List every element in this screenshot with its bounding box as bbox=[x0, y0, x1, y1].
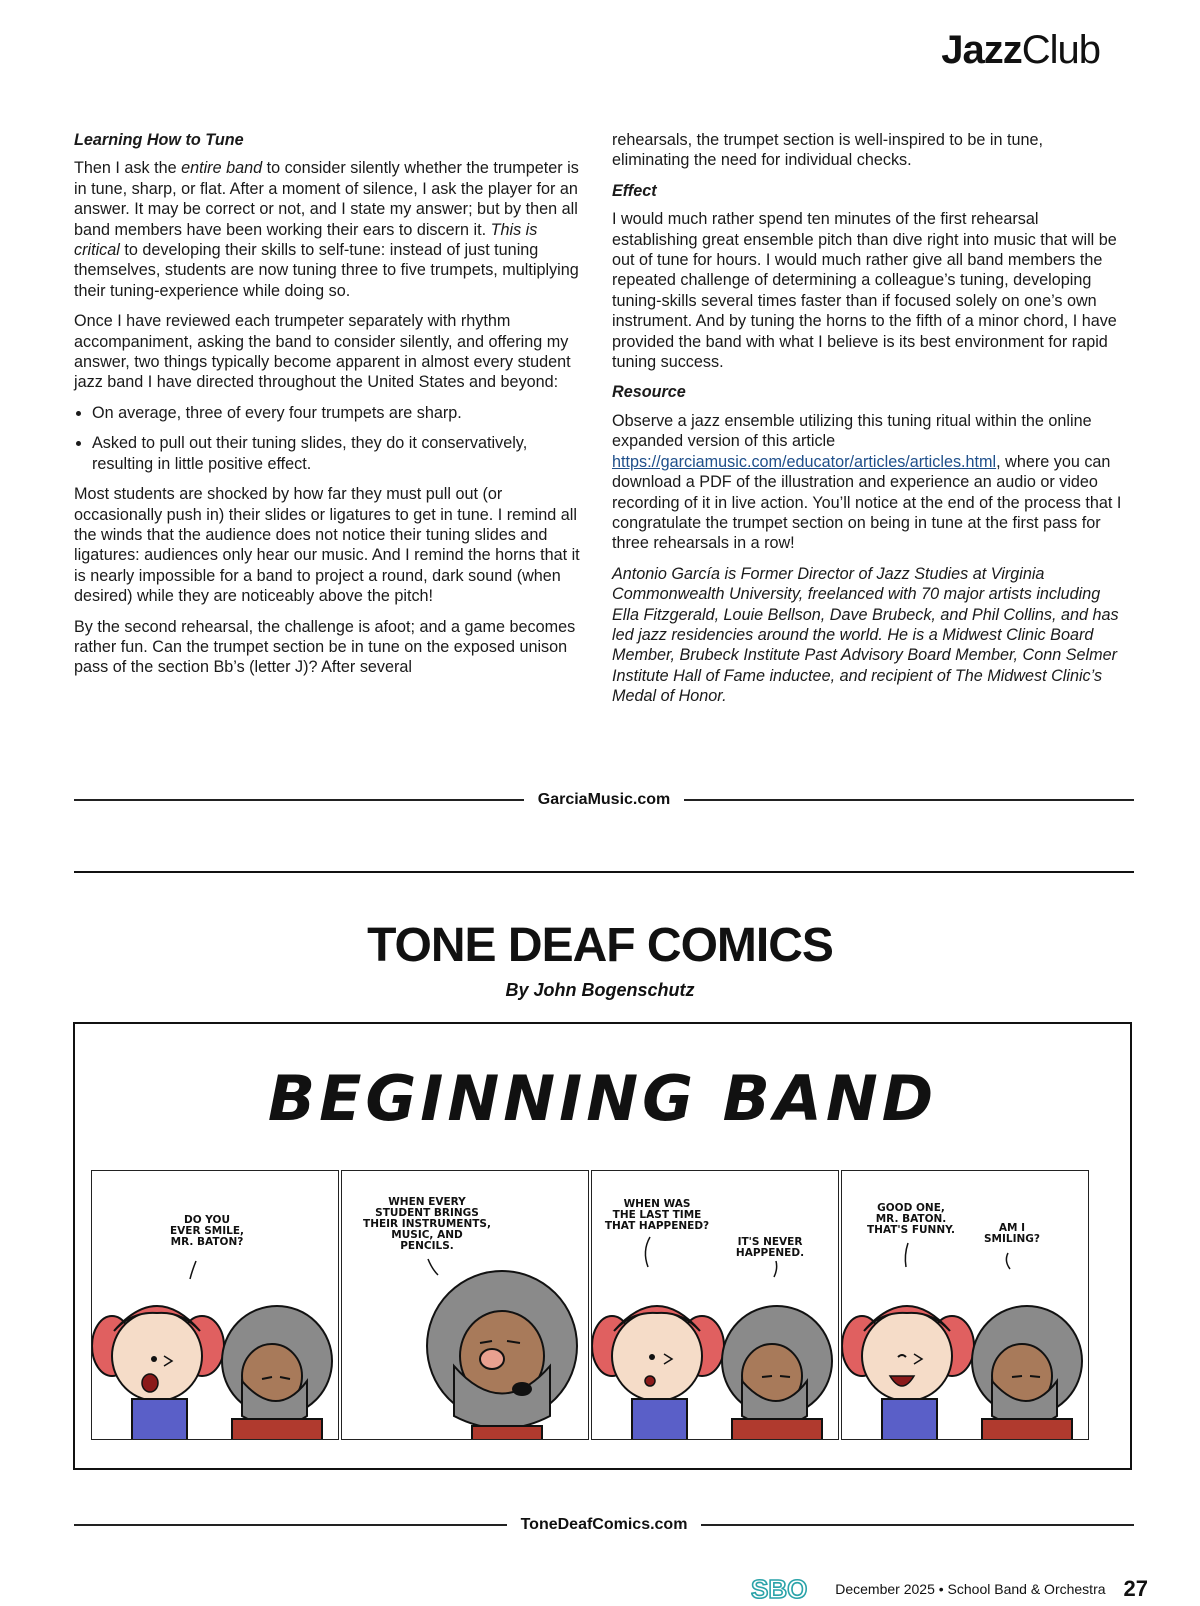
paragraph-resource: Observe a jazz ensemble utilizing this tuning ritual within the online expanded version of this article https://garciamusic.com/educator/articles/articles.html, where you can download a PDF of the illustration and experience an audio or video recording of it in live action. You’ll notice at the end of the process that I congratulate the trumpet section on being in tune at the first pass for three rehearsals in a row! bbox=[612, 411, 1122, 553]
comic-panel-1 bbox=[91, 1170, 339, 1440]
speech-bubble-teacher: AM I SMILING? bbox=[983, 1222, 1040, 1245]
paragraph-effect: I would much rather spend ten minutes of the first rehearsal establishing great ensemble pitch than dive right into music that will be out of tune for hours. I would much rather give all band members the repeated challenge of determining a colleague’s tuning, developing tuning-skills several times faster than if focused solely on one’s own instrument. And by tuning the horns to the fifth of a minor chord, I have provided the band with what I believe is its best environment for rapid tuning success. bbox=[612, 210, 1117, 372]
svg-text:SBO: SBO bbox=[751, 1576, 808, 1602]
issue-info: December 2025 • School Band & Orchestra bbox=[835, 1581, 1106, 1597]
speech-bubble-teacher: WHEN EVERY STUDENT BRINGS THEIR INSTRUMENTS, MUSIC, AND PENCILS. bbox=[363, 1196, 491, 1252]
strip-title: BEGINNING BAND bbox=[267, 1062, 938, 1135]
divider bbox=[684, 799, 1134, 801]
section-divider bbox=[74, 871, 1134, 873]
page-number: 27 bbox=[1123, 1576, 1148, 1601]
section-title-bold: Jazz bbox=[941, 28, 1022, 72]
divider bbox=[74, 1524, 507, 1526]
divider bbox=[701, 1524, 1134, 1526]
section-title-light: Club bbox=[1021, 28, 1100, 72]
divider bbox=[74, 799, 524, 801]
comics-site-link[interactable]: ToneDeafComics.com bbox=[520, 1516, 688, 1533]
article-site-link[interactable]: GarciaMusic.com bbox=[537, 791, 671, 808]
article-column-right bbox=[612, 130, 1122, 717]
comics-site-rule bbox=[74, 1515, 1134, 1535]
panel-3-art bbox=[592, 1171, 839, 1440]
comic-panel-2 bbox=[341, 1170, 589, 1440]
comic-panel-3 bbox=[591, 1170, 839, 1440]
author-bio: Antonio García is Former Director of Jazz Studies at Virginia Commonwealth University, freelanced with 70 major artists including Ella Fitzgerald, Louie Bellson, Dave Brubeck, and Phil Collins, and has led jazz residencies around the world. He is a Midwest Clinic Board Member, Brubeck Institute Past Advisory Board Member, Conn Selmer Institute Hall of Fame inductee, and recipient of The Midwest Clinic’s Medal of Honor. bbox=[612, 564, 1119, 706]
sbo-logo bbox=[751, 1576, 829, 1602]
bullet-list bbox=[74, 403, 584, 474]
bullet-item: • Asked to pull out their tuning slides, they do it conservatively, resulting in little positive effect. bbox=[92, 433, 584, 474]
comic-strip bbox=[73, 1022, 1132, 1470]
speech-bubble-girl: WHEN WAS THE LAST TIME THAT HAPPENED? bbox=[604, 1198, 710, 1232]
speech-bubble-teacher: IT'S NEVER HAPPENED. bbox=[735, 1236, 805, 1259]
sbo-logo-icon bbox=[751, 1576, 829, 1602]
page-footer bbox=[751, 1574, 1148, 1604]
comic-panel-4 bbox=[841, 1170, 1089, 1440]
article-link[interactable]: https://garciamusic.com/educator/articles/articles.html bbox=[612, 452, 997, 471]
article-column-left bbox=[74, 130, 584, 688]
paragraph-4: By the second rehearsal, the challenge is afoot; and a game becomes rather fun. Can the trumpet section be in tune on the exposed unison pass of the section Bb’s (letter J)? After several bbox=[74, 617, 576, 677]
bullet-item: • On average, three of every four trumpets are sharp. bbox=[92, 403, 584, 423]
panel-2-art bbox=[342, 1171, 589, 1440]
heading-effect: Effect bbox=[612, 181, 657, 200]
panel-4-art bbox=[842, 1171, 1089, 1440]
heading-learning-to-tune: Learning How to Tune bbox=[74, 131, 244, 149]
comics-title: TONE DEAF COMICS bbox=[367, 919, 833, 972]
comics-byline: By John Bogenschutz bbox=[505, 980, 695, 1000]
speech-bubble-girl: DO YOU EVER SMILE, MR. BATON? bbox=[170, 1214, 244, 1248]
speech-bubble-girl: GOOD ONE, MR. BATON. THAT'S FUNNY. bbox=[867, 1202, 955, 1236]
heading-resource: Resource bbox=[612, 383, 686, 402]
section-title bbox=[941, 28, 1100, 73]
article-site-rule bbox=[74, 790, 1134, 810]
paragraph-2: Once I have reviewed each trumpeter separately with rhythm accompaniment, asking the band to consider silently, and offering my answer, two things typically become apparent in almost every student jazz band I have directed throughout the United States and beyond: bbox=[74, 312, 571, 392]
paragraph-3: Most students are shocked by how far they must pull out (or occasionally push in) their slides or ligatures to get in tune. I remind all the winds that the audience does not notice their tuning slides and ligatures: audiences only hear our music. And I remind the horns that it is nearly impossible for a band to project a round, dark sound (when desired) while they are noticeably above the pitch! bbox=[74, 485, 580, 606]
panel-1-art bbox=[92, 1171, 339, 1440]
paragraph-1: Then I ask the entire band to consider silently whether the trumpeter is in tune, sharp, or flat. After a moment of silence, I ask the player for an answer. It may be correct or not, and I state my answer; but by then all band members have been working their ears to discern it. This is critical to developing their skills to self-tune: instead of just tuning themselves, students are now tuning three to five trumpets, multiplying their tuning-experience while doing so. bbox=[74, 159, 579, 300]
paragraph-continued: rehearsals, the trumpet section is well-inspired to be in tune, eliminating the need for individual checks. bbox=[612, 131, 1043, 170]
